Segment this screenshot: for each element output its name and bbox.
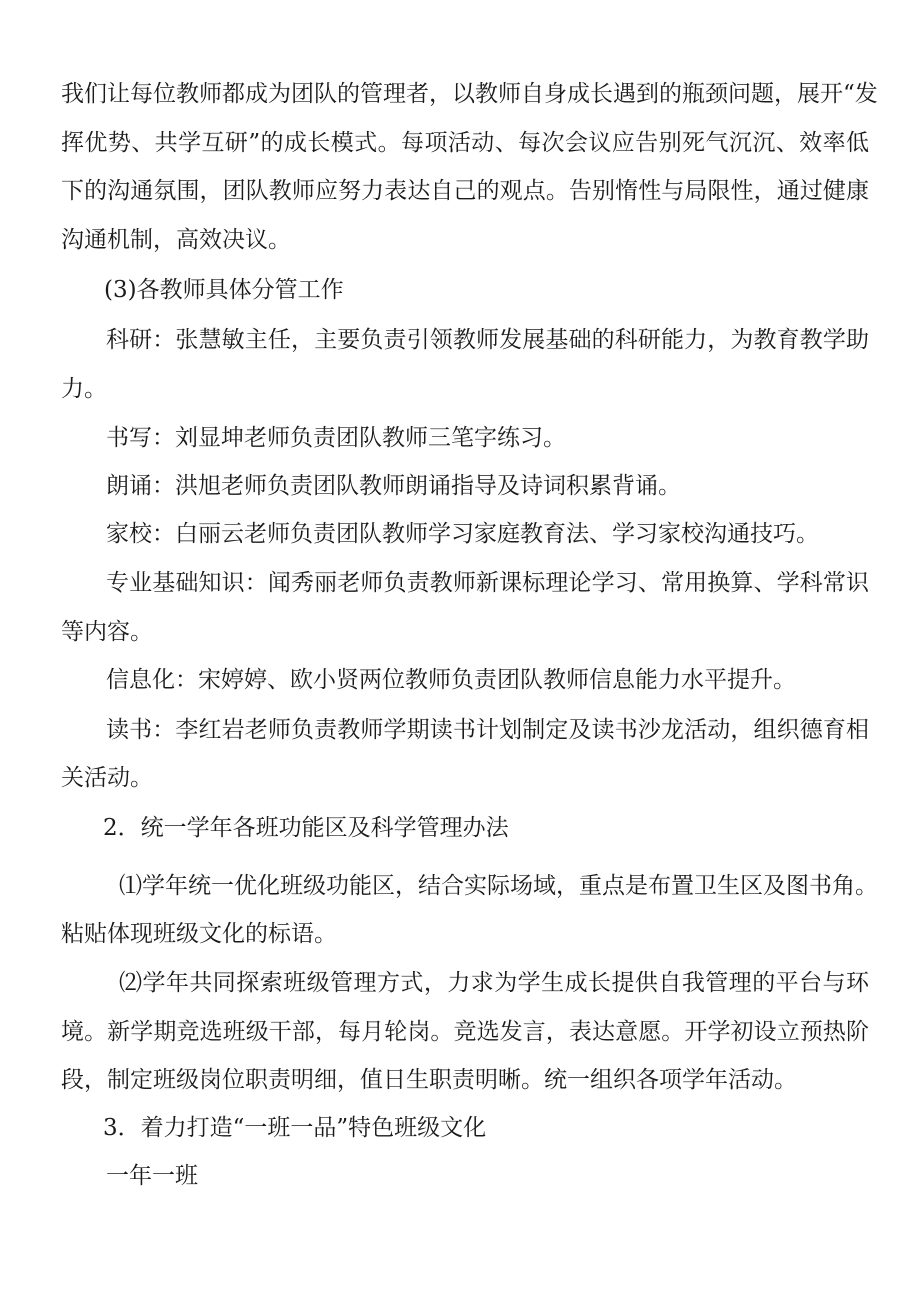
paragraph-line: 挥优势、共学互研”的成长模式。每项活动、每次会议应告别死气沉沉、效率低 — [61, 130, 869, 156]
paragraph-line: 家校：白丽云老师负责团队教师学习家庭教育法、学习家校沟通技巧。 — [106, 521, 819, 547]
section-heading: 2．统一学年各班功能区及科学管理办法 — [103, 815, 509, 841]
paragraph-line: ⑴学年统一优化班级功能区，结合实际场域，重点是布置卫生区及图书角。 — [119, 873, 878, 899]
paragraph-line: 力。 — [61, 376, 107, 402]
subheading: 一年一班 — [106, 1163, 198, 1189]
paragraph-line: 书写：刘显坤老师负责团队教师三笔字练习。 — [106, 425, 566, 451]
paragraph-line: 读书：李红岩老师负责教师学期读书计划制定及读书沙龙活动，组织德育相 — [106, 717, 869, 743]
paragraph-line: 粘贴体现班级文化的标语。 — [61, 921, 337, 947]
paragraph-line: 关活动。 — [61, 765, 153, 791]
paragraph-line: 境。新学期竞选班级干部，每月轮岗。竞选发言，表达意愿。开学初设立预热阶 — [61, 1019, 869, 1045]
subheading: (3)各教师具体分管工作 — [104, 277, 344, 303]
paragraph-line: 信息化：宋婷婷、欧小贤两位教师负责团队教师信息能力水平提升。 — [106, 667, 796, 693]
section-heading: 3．着力打造“一班一品”特色班级文化 — [103, 1115, 487, 1141]
paragraph-line: 下的沟通氛围，团队教师应努力表达自己的观点。告别惰性与局限性，通过健康 — [61, 178, 869, 204]
paragraph-line: 朗诵：洪旭老师负责团队教师朗诵指导及诗词积累背诵。 — [106, 473, 681, 499]
paragraph-line: 等内容。 — [61, 619, 153, 645]
paragraph-line: ⑵学年共同探索班级管理方式，力求为学生成长提供自我管理的平台与环 — [119, 970, 869, 996]
paragraph-line: 科研：张慧敏主任，主要负责引领教师发展基础的科研能力，为教育教学助 — [106, 327, 869, 353]
paragraph-line: 沟通机制，高效决议。 — [61, 227, 291, 253]
paragraph-line: 段，制定班级岗位职责明细，值日生职责明晰。统一组织各项学年活动。 — [61, 1067, 797, 1093]
paragraph-line: 专业基础知识：闻秀丽老师负责教师新课标理论学习、常用换算、学科常识 — [106, 570, 869, 596]
paragraph-line: 我们让每位教师都成为团队的管理者，以教师自身成长遇到的瓶颈问题，展开“发 — [61, 81, 878, 107]
